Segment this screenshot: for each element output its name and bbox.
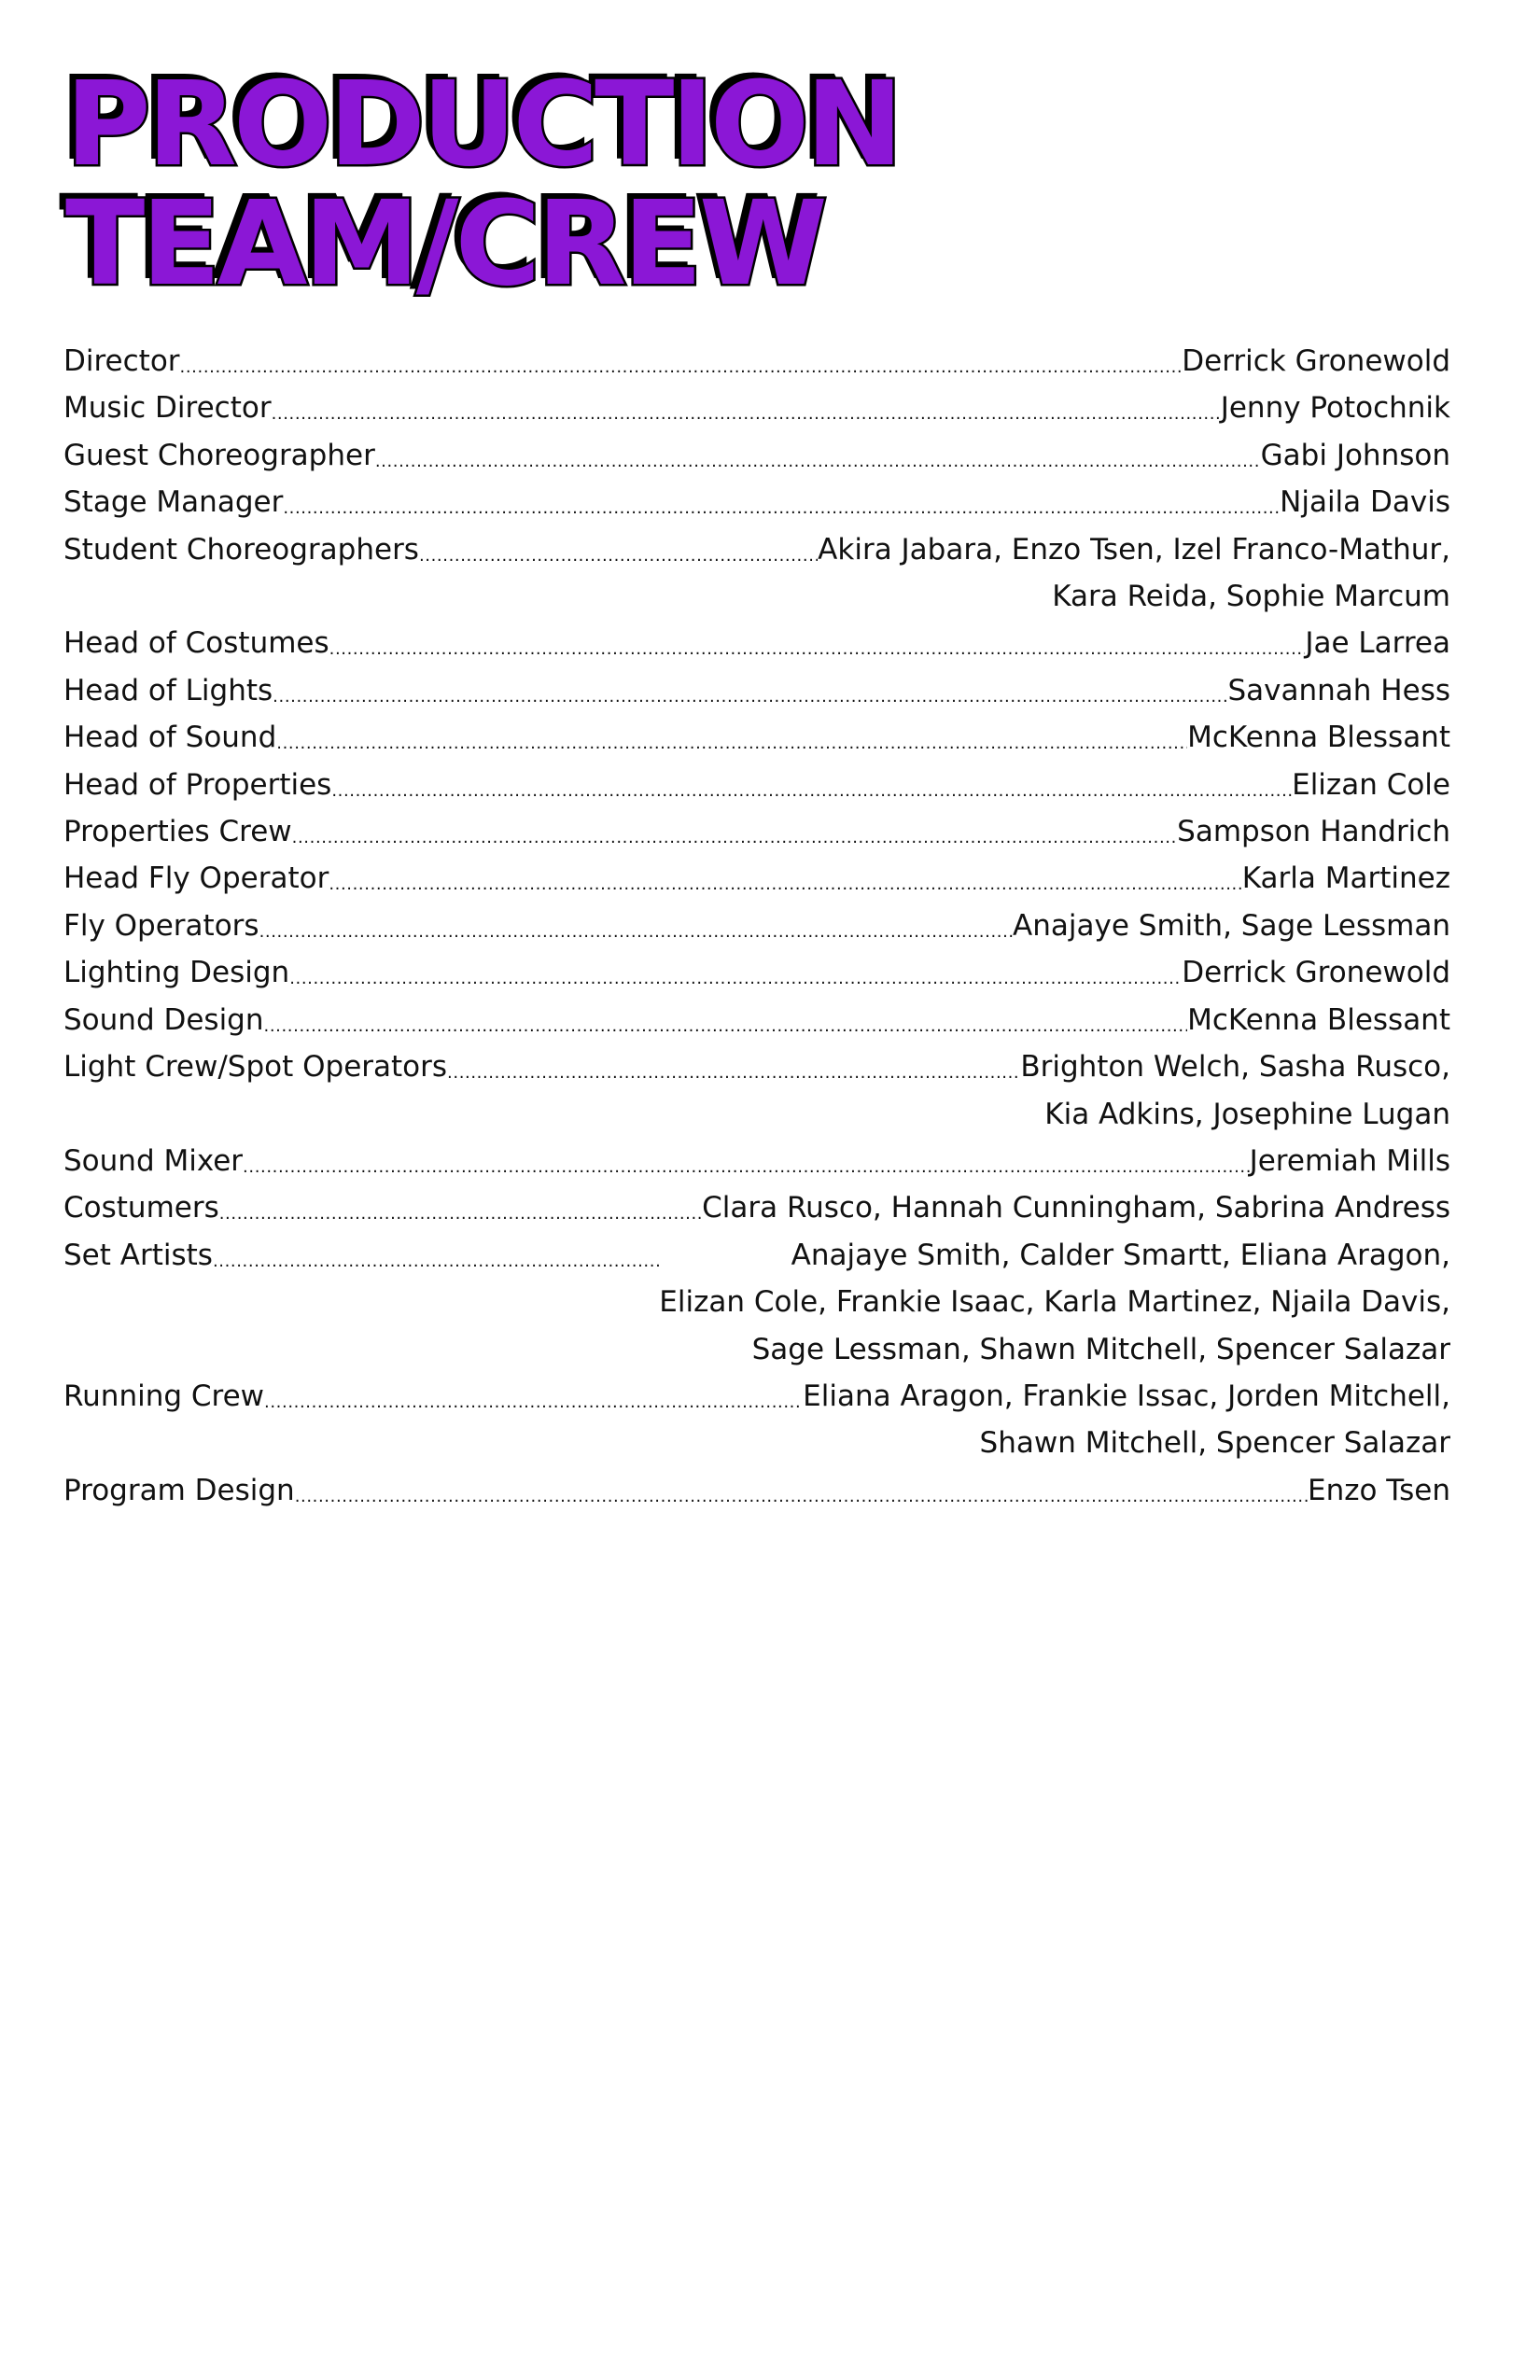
title-line-1: PRODUCTION bbox=[65, 57, 900, 192]
credit-role: Properties Crew bbox=[63, 815, 292, 849]
credit-row bbox=[63, 1138, 1450, 1184]
credit-row bbox=[63, 1373, 1450, 1467]
credit-role: Running Crew bbox=[63, 1379, 265, 1413]
credit-role: Program Design bbox=[63, 1473, 295, 1507]
credit-role: Head Fly Operator bbox=[63, 861, 329, 896]
title-line-2: TEAM/CREW bbox=[65, 176, 824, 312]
credit-role: Costumers bbox=[63, 1191, 219, 1225]
credit-row bbox=[63, 432, 1450, 479]
dot-leader bbox=[180, 338, 1183, 385]
credit-name-line: Derrick Gronewold bbox=[1182, 344, 1450, 378]
credit-name-line: Jeremiah Mills bbox=[1249, 1143, 1450, 1178]
credit-name-line: Enzo Tsen bbox=[1307, 1473, 1450, 1507]
credit-name-line: McKenna Blessant bbox=[1187, 1002, 1450, 1037]
credit-name-line: Sampson Handrich bbox=[1177, 815, 1450, 849]
credit-name-line: Savannah Hess bbox=[1227, 673, 1450, 707]
credit-role: Head of Costumes bbox=[63, 626, 329, 661]
dot-leader bbox=[276, 714, 1187, 761]
credit-role: Guest Choreographer bbox=[63, 438, 375, 472]
credit-row bbox=[63, 338, 1450, 385]
credit-row bbox=[63, 714, 1450, 761]
dot-leader bbox=[375, 432, 1261, 479]
dot-leader bbox=[329, 620, 1306, 666]
credit-name-line: Gabi Johnson bbox=[1260, 438, 1450, 472]
dot-leader bbox=[331, 762, 1292, 808]
credit-name-line: Clara Rusco, Hannah Cunningham, Sabrina Andress bbox=[702, 1191, 1450, 1225]
credit-role: Lighting Design bbox=[63, 956, 290, 990]
credit-names bbox=[1182, 949, 1450, 996]
credit-row bbox=[63, 1184, 1450, 1231]
credit-name-line: Elizan Cole bbox=[1292, 767, 1450, 802]
dot-leader bbox=[289, 949, 1182, 996]
dot-leader bbox=[295, 1467, 1308, 1514]
credit-role: Stage Manager bbox=[63, 485, 284, 520]
credit-names bbox=[1292, 762, 1450, 808]
credit-role: Head of Sound bbox=[63, 721, 277, 755]
credit-name-line: Jenny Potochnik bbox=[1220, 391, 1450, 426]
credit-name-line: Eliana Aragon, Frankie Issac, Jorden Mitchell, bbox=[803, 1379, 1450, 1413]
credit-names bbox=[1242, 855, 1450, 902]
credit-row bbox=[63, 1467, 1450, 1514]
credit-names bbox=[1308, 1467, 1450, 1514]
credit-role: Head of Lights bbox=[63, 673, 273, 707]
dot-leader bbox=[292, 808, 1177, 855]
credit-name-line: Kara Reida, Sophie Marcum bbox=[1052, 580, 1450, 614]
credit-names bbox=[1187, 714, 1450, 761]
credit-name-line: Derrick Gronewold bbox=[1182, 956, 1450, 990]
credit-row bbox=[63, 620, 1450, 666]
credit-role: Fly Operators bbox=[63, 908, 259, 943]
credit-row bbox=[63, 479, 1450, 525]
credit-name-line: Sage Lessman, Shawn Mitchell, Spencer Salazar bbox=[751, 1332, 1450, 1366]
credit-row bbox=[63, 385, 1450, 431]
credit-row bbox=[63, 1232, 1450, 1373]
credit-name-line: Akira Jabara, Enzo Tsen, Izel Franco-Mathur, bbox=[818, 532, 1450, 567]
dot-leader bbox=[419, 526, 818, 573]
credit-name-line: Njaila Davis bbox=[1280, 485, 1450, 520]
credit-row bbox=[63, 667, 1450, 714]
credit-names bbox=[1020, 1043, 1450, 1138]
credit-name-line: Anajaye Smith, Sage Lessman bbox=[1013, 908, 1450, 943]
credit-name-line: Kia Adkins, Josephine Lugan bbox=[1044, 1097, 1450, 1131]
credit-row bbox=[63, 1043, 1450, 1138]
credit-name-line: Shawn Mitchell, Spencer Salazar bbox=[979, 1426, 1450, 1461]
dot-leader bbox=[447, 1043, 1020, 1090]
credits-list bbox=[63, 338, 1450, 1514]
credit-row bbox=[63, 808, 1450, 855]
credit-role: Director bbox=[63, 344, 180, 378]
credit-name-line: Elizan Cole, Frankie Isaac, Karla Martinez, Njaila Davis, bbox=[659, 1285, 1450, 1320]
credit-role: Student Choreographers bbox=[63, 532, 419, 567]
dot-leader bbox=[264, 1373, 803, 1420]
dot-leader bbox=[283, 479, 1280, 525]
dot-leader bbox=[272, 385, 1221, 431]
credit-row bbox=[63, 855, 1450, 902]
credit-role: Light Crew/Spot Operators bbox=[63, 1050, 448, 1085]
credit-names bbox=[1228, 667, 1451, 714]
credit-row bbox=[63, 949, 1450, 996]
credit-row bbox=[63, 526, 1450, 621]
credit-role: Music Director bbox=[63, 391, 272, 426]
credit-names bbox=[1250, 1138, 1450, 1184]
dot-leader bbox=[243, 1138, 1250, 1184]
credit-role: Sound Design bbox=[63, 1002, 264, 1037]
credit-name-line: McKenna Blessant bbox=[1187, 721, 1450, 755]
credit-names bbox=[803, 1373, 1450, 1467]
credit-name-line: Anajaye Smith, Calder Smartt, Eliana Aragon, bbox=[791, 1238, 1450, 1272]
dot-leader bbox=[273, 667, 1227, 714]
credit-row bbox=[63, 903, 1450, 949]
credit-names bbox=[1261, 432, 1450, 479]
credit-role: Sound Mixer bbox=[63, 1143, 244, 1178]
credit-names bbox=[1187, 997, 1450, 1043]
dot-leader bbox=[213, 1232, 659, 1279]
dot-leader bbox=[264, 997, 1188, 1043]
credit-name-line: Jae Larrea bbox=[1305, 626, 1450, 661]
credit-names bbox=[1177, 808, 1450, 855]
dot-leader bbox=[219, 1184, 702, 1231]
credit-row bbox=[63, 997, 1450, 1043]
dot-leader bbox=[259, 903, 1013, 949]
page-title bbox=[65, 57, 900, 312]
credit-names bbox=[818, 526, 1450, 621]
credit-names bbox=[659, 1232, 1450, 1373]
credit-names bbox=[1221, 385, 1450, 431]
credit-row bbox=[63, 762, 1450, 808]
credit-names bbox=[1182, 338, 1450, 385]
credit-name-line: Brighton Welch, Sasha Rusco, bbox=[1020, 1050, 1450, 1085]
credit-role: Set Artists bbox=[63, 1238, 213, 1272]
dot-leader bbox=[329, 855, 1241, 902]
credit-names bbox=[1305, 620, 1450, 666]
credit-role: Head of Properties bbox=[63, 767, 332, 802]
credit-names bbox=[1013, 903, 1450, 949]
credit-name-line: Karla Martinez bbox=[1241, 861, 1450, 896]
credit-names bbox=[1280, 479, 1450, 525]
credit-names bbox=[702, 1184, 1450, 1231]
